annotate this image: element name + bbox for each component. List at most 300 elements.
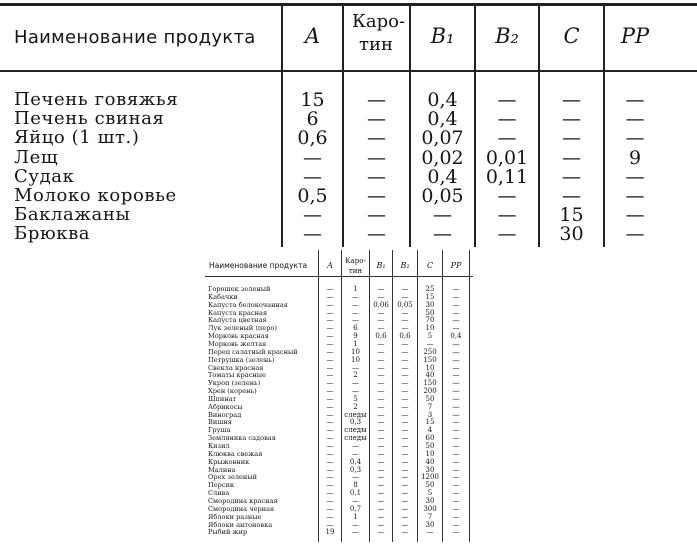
cell-a: — [303,204,322,227]
cell-b1: — [377,465,385,474]
cell-pp: — [452,347,460,356]
cell-c: 10 [425,324,435,333]
cell-b2: — [401,426,409,435]
cell-carotene: — [352,442,359,450]
cell-b1: 0,6 [375,332,387,341]
cell-a: — [326,339,334,348]
cell-carotene: 9 [353,332,358,341]
cell-carotene: 6 [353,324,358,333]
cell-c: 150 [423,379,437,388]
cell-b1: — [377,324,385,333]
cell-b2: — [401,473,409,482]
cell-pp: 0,4 [450,332,462,341]
table-row [205,419,473,426]
cell-carotene: — [352,292,359,301]
product-name: Томаты красные [208,371,266,380]
cell-pp: — [452,489,460,498]
cell-b2: — [401,410,409,419]
cell-pp: — [625,127,645,150]
cell-pp: — [452,496,460,505]
header-carotene: Каро-тин [345,257,366,275]
cell-c: — [562,165,581,188]
cell-b1: — [377,285,385,293]
header-rule [0,70,697,72]
cell-b2: — [497,185,517,207]
product-name: Орех зеленый [208,473,257,482]
cell-carotene: — [352,496,359,505]
cell-b2: — [401,449,409,458]
product-name: Вишня [208,418,232,427]
cell-carotene: 10 [351,355,360,364]
cell-carotene: следы [344,410,367,419]
cell-c: 7 [427,402,433,411]
product-name: Шпинат [208,394,237,403]
header-b1: B₁ [376,261,386,270]
cell-b2: — [401,363,409,372]
cell-carotene: — [352,308,359,317]
cell-a: — [326,496,334,505]
cell-a: — [326,512,334,521]
cell-b1: — [377,489,385,498]
cell-pp: — [452,473,460,482]
cell-c: 150 [423,355,437,364]
table-row [0,186,697,206]
cell-carotene: — [352,520,359,529]
table-row [0,205,697,225]
cell-b1: — [377,402,385,411]
cell-b2: — [401,496,409,505]
cell-c: 25 [425,285,435,293]
cell-carotene: — [367,108,386,131]
cell-carotene: — [352,300,359,309]
cell-a: — [326,465,334,474]
header-c: C [426,261,434,270]
cell-b2: — [401,371,409,380]
cell-b1: — [377,379,385,388]
cell-carotene: — [367,165,386,188]
cell-b1: 0,07 [421,127,464,150]
cell-b2: — [497,127,517,150]
cell-a: — [326,426,334,435]
header-b2: B₂ [495,24,519,48]
cell-c: 5 [427,489,433,498]
cell-a: — [326,410,334,419]
product-name: Капуста цветная [208,316,267,325]
top-rule [0,3,697,6]
product-name: Печень говяжья [14,89,179,110]
header-name: Наименование продукта [14,27,256,48]
cell-b1: — [377,496,385,505]
cell-b1: 0,05 [421,185,464,207]
cell-carotene: — [352,363,359,372]
cell-c: 10 [425,363,435,372]
header-a: A [304,24,321,48]
cell-pp: — [452,300,460,309]
table-row [0,128,697,148]
cell-carotene: 1 [353,285,358,293]
table-row [205,459,473,466]
cell-b2: — [497,223,517,246]
cell-c: 50 [425,394,435,403]
cell-pp: — [452,394,460,403]
cell-a: — [326,489,334,498]
cell-b2: — [401,339,409,348]
cell-b1: — [377,520,385,529]
cell-b2: — [401,402,409,411]
cell-b2: — [401,465,409,474]
cell-c: 50 [425,442,435,450]
cell-b2: — [401,528,409,537]
cell-c: — [426,528,434,537]
cell-b2: — [401,434,409,443]
cell-b2: — [401,504,409,513]
cell-c: — [562,89,581,111]
cell-a: — [326,387,334,396]
cell-a: — [326,394,334,403]
cell-b1: — [377,449,385,458]
cell-a: — [326,300,334,309]
cell-carotene: следы [344,426,367,435]
cell-a: — [326,504,334,513]
table-row [205,506,473,513]
cell-b2: — [401,457,409,466]
cell-b1: — [377,426,385,435]
cell-a: — [326,324,334,333]
cell-pp: — [625,185,645,207]
table-row [205,396,473,403]
table-row [205,482,473,489]
product-name: Земляника садовая [208,434,276,443]
cell-c: 30 [425,520,435,529]
cell-carotene: — [367,146,386,169]
cell-a: — [326,481,334,490]
product-name: Малина [208,465,236,474]
cell-pp: — [452,402,460,411]
cell-carotene: 0,3 [349,465,362,474]
cell-carotene: 0,1 [349,489,362,498]
cell-b1: — [377,512,385,521]
cell-a: 19 [325,528,335,537]
cell-b2: — [401,387,409,396]
cell-a: — [326,308,334,317]
cell-b1: — [377,308,385,317]
cell-a: 0,6 [297,127,328,150]
product-name: Хрен (корень) [208,387,257,396]
product-name: Баклажаны [14,204,131,226]
table-row [205,514,473,521]
cell-b1: — [433,223,452,246]
product-name: Смородина красная [208,496,278,505]
product-name: Абрикосы [208,402,243,411]
table-row [205,357,473,364]
table-row [205,349,473,356]
cell-b1: — [377,363,385,372]
cell-a: — [326,402,334,411]
cell-b2: — [401,481,409,490]
cell-b1: — [433,204,452,227]
cell-b1: 0,4 [427,108,458,131]
cell-a: — [326,520,334,529]
cell-b1: — [377,394,385,403]
cell-pp: — [452,449,460,458]
cell-c: 40 [425,371,435,380]
cell-pp: — [452,355,460,364]
product-name: Свекла красная [208,363,264,372]
cell-b1: 0,06 [373,300,389,309]
cell-carotene: 10 [351,347,360,356]
cell-c: 40 [425,457,435,466]
cell-c: 30 [425,465,435,474]
cell-c: 4 [427,426,433,435]
header-b1: B₁ [430,24,455,48]
cell-carotene: — [367,89,386,111]
product-name: Перец салатный красный [208,347,298,356]
cell-carotene: 0,3 [349,418,362,427]
cell-a: — [326,355,334,364]
cell-carotene: 8 [353,481,358,490]
cell-c: 250 [423,347,437,356]
product-name: Груша [208,426,231,435]
cell-b2: — [401,394,409,403]
cell-pp: — [452,308,460,317]
table-row [205,302,473,309]
cell-c: — [562,146,581,169]
cell-b1: — [377,434,385,443]
cell-b2: — [401,355,409,364]
cell-b2: — [401,347,409,356]
cell-carotene: 2 [353,371,358,380]
cell-c: 30 [425,496,435,505]
cell-b2: — [401,379,409,388]
cell-c: 50 [425,481,435,490]
product-name: Лещ [14,146,59,168]
table-row [0,148,697,168]
cell-b1: 0,02 [421,146,464,169]
header-rule [205,276,473,277]
cell-carotene: — [352,473,359,482]
cell-c: 3 [427,410,433,419]
cell-b2: — [401,442,409,450]
cell-c: 7 [427,512,433,521]
cell-pp: — [452,285,460,293]
cell-pp: — [452,465,460,474]
cell-c: — [562,108,581,131]
cell-b1: — [377,347,385,356]
cell-a: — [326,292,334,301]
cell-pp: — [452,324,460,333]
table-row [0,109,697,129]
cell-a: — [326,347,334,356]
cell-pp: — [452,379,460,388]
cell-a: — [303,165,322,188]
cell-pp: — [452,457,460,466]
product-name: Яблоки разные [208,512,262,521]
cell-b2: 0,05 [397,300,413,309]
cell-a: — [326,379,334,388]
product-name: Печень свиная [14,108,165,130]
header-name: Наименование продукта [209,261,308,270]
table-row [205,529,473,536]
table-row [0,90,697,110]
cell-c: 30 [559,223,584,246]
product-name: Морковь красная [208,332,269,341]
product-name: Яблоки антоновка [208,520,273,529]
cell-a: — [326,457,334,466]
header-pp: PP [450,261,462,270]
cell-carotene: 1 [353,339,358,348]
cell-carotene: 2 [353,402,358,411]
cell-b1: — [377,418,385,427]
cell-c: 5 [427,332,433,341]
product-name: Судак [14,165,75,187]
header-pp: PP [620,24,650,48]
cell-pp: — [625,165,645,188]
cell-pp: — [452,442,460,450]
cell-a: — [326,332,334,341]
product-name: Морковь желтая [208,339,267,348]
cell-b2: — [401,489,409,498]
vitamin-table-large [0,0,697,250]
cell-carotene: — [352,379,359,388]
cell-b2: — [401,285,409,293]
vitamin-table-small [205,248,473,544]
cell-b2: 0,01 [485,146,529,169]
cell-b1: 0,4 [427,89,458,111]
cell-c: 1200 [421,473,439,482]
product-name: Крыжовник [208,457,250,466]
cell-pp: — [452,387,460,396]
cell-a: — [326,473,334,482]
product-name: Брюква [14,223,91,245]
product-name: Кизил [208,442,230,450]
cell-b2: — [401,418,409,427]
cell-b2: 0,6 [399,332,411,341]
cell-c: 70 [425,316,435,325]
cell-b1: — [377,504,385,513]
cell-carotene: 0,7 [349,504,362,513]
cell-a: — [326,418,334,427]
cell-b1: — [377,316,385,325]
cell-pp: — [625,223,645,246]
cell-pp: — [452,339,460,348]
cell-pp: — [625,89,645,111]
cell-c: 15 [425,418,435,427]
cell-b2: — [497,204,517,227]
product-name: Лук зеленый (перо) [208,324,277,333]
cell-c: 15 [425,292,435,301]
cell-c: 50 [425,308,435,317]
cell-pp: — [452,481,460,490]
table-row [0,224,697,244]
cell-pp: — [452,520,460,529]
cell-pp: — [452,292,460,301]
cell-b2: — [401,316,409,325]
cell-a: — [326,442,334,450]
cell-pp: — [452,528,460,537]
product-name: Горошек зеленый [208,285,271,293]
cell-b1: — [377,442,385,450]
product-name: Кабачки [208,292,238,301]
cell-pp: — [452,371,460,380]
cell-a: — [326,371,334,380]
cell-pp: — [452,504,460,513]
header-b2: B₂ [400,261,410,270]
table-row [0,167,697,187]
cell-c: 30 [425,300,435,309]
cell-carotene: — [367,204,386,227]
cell-b1: — [377,292,385,301]
product-name: Яйцо (1 шт.) [14,127,140,149]
product-name: Виноград [208,410,242,419]
cell-b1: 0,4 [427,165,458,188]
cell-b2: — [401,292,409,301]
cell-b1: — [377,387,385,396]
cell-carotene: 0,4 [349,457,362,466]
product-name: Капуста красная [208,308,268,317]
cell-c: — [426,339,434,348]
cell-b2: — [401,324,409,333]
cell-carotene: — [367,127,386,150]
cell-pp: — [625,204,645,227]
cell-carotene: — [367,185,386,207]
cell-a: 0,5 [297,185,328,207]
cell-c: 10 [425,449,435,458]
product-name: Клюква свежая [208,449,263,458]
cell-b1: — [377,410,385,419]
cell-b2: — [497,89,517,111]
cell-b2: — [497,108,517,131]
product-name: Молоко коровье [14,185,177,206]
cell-pp: — [452,410,460,419]
cell-carotene: — [352,387,359,396]
cell-a: — [326,363,334,372]
cell-c: 60 [425,434,435,443]
cell-carotene: следы [344,434,367,443]
product-name: Петрушка (зелень) [208,355,275,364]
product-name: Смородина черная [208,504,275,513]
cell-b1: — [377,339,385,348]
cell-pp: — [625,108,645,131]
cell-a: 15 [300,89,325,111]
product-name: Персик [208,481,235,490]
cell-c: 200 [423,387,437,396]
cell-pp: — [452,512,460,521]
cell-carotene: 5 [353,394,358,403]
cell-pp: 9 [628,146,642,169]
product-name: Укроп (зелень) [208,379,261,388]
header-c: C [563,24,580,48]
header-a: A [327,261,333,270]
product-name: Слива [208,489,230,498]
cell-pp: — [452,363,460,372]
cell-b2: — [401,520,409,529]
cell-b1: — [377,473,385,482]
cell-b1: — [377,371,385,380]
cell-a: — [326,316,334,325]
cell-b1: — [377,481,385,490]
cell-a: 6 [306,108,319,131]
cell-a: — [326,285,334,293]
cell-carotene: — [367,223,386,246]
cell-b1: — [377,457,385,466]
cell-pp: — [452,434,460,443]
cell-c: — [562,127,581,150]
product-name: Капуста белокочанная [208,300,288,309]
product-name: Рыбий жир [208,528,248,537]
cell-b2: 0,11 [485,165,529,188]
cell-pp: — [452,426,460,435]
cell-c: — [562,185,581,207]
